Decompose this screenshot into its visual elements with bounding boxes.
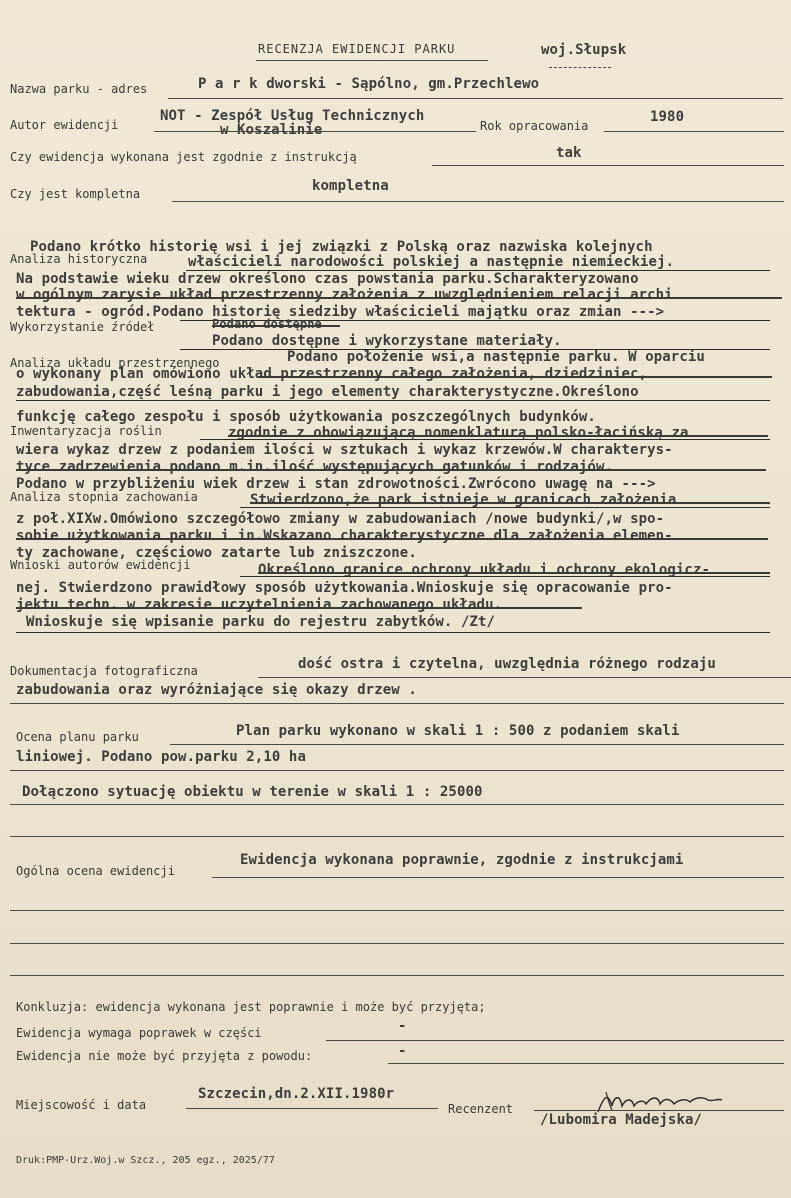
plan-underline-2	[10, 770, 784, 771]
complete-line	[172, 201, 784, 202]
instruction-label: Czy ewidencja wykonana jest zgodnie z instrukcją	[10, 150, 357, 164]
analysis-line-17: z poł.XIXw.Omówiono szczegółowo zmiany w zabudowaniach /nowe budynki/,w spo-	[16, 511, 665, 527]
blank-line	[10, 836, 784, 837]
park-line	[168, 98, 783, 99]
complete-value: kompletna	[312, 178, 389, 194]
overall-line	[212, 877, 784, 878]
blank-line	[10, 975, 784, 976]
sources-label: Wykorzystanie źródeł	[10, 320, 155, 334]
analysis-line-21: nej. Stwierdzono prawidłowy sposób użytkowania.Wnioskuje się opracowanie pro-	[16, 580, 673, 596]
plan-line-3: Dołączono sytuację obiektu w terenie w skali 1 : 25000	[22, 784, 483, 800]
plants-line	[200, 439, 770, 440]
conclusion-value-3: -	[398, 1043, 407, 1059]
overall-value: Ewidencja wykonana poprawnie, zgodnie z instrukcjami	[240, 852, 684, 868]
blank-line	[10, 943, 784, 944]
conclusion-underline-3	[388, 1063, 784, 1064]
print-info: Druk:PMP-Urz.Woj.w Szcz., 205 egz., 2025/77	[16, 1155, 275, 1166]
photo-underline-1	[258, 677, 791, 678]
reviewer-name: /Lubomira Madejska/	[540, 1112, 703, 1128]
analysis-line-14: tyce zadrzewienia podano m.in.ilość występujących gatunków i rodzajów.	[16, 459, 614, 475]
instruction-value: tak	[556, 145, 582, 161]
plan-line-2: liniowej. Podano pow.parku 2,10 ha	[16, 749, 306, 765]
strike-line	[16, 469, 766, 471]
analysis-line-6: Podano dostępne	[212, 317, 322, 331]
analysis-line-16: Stwierdzono,że park istnieje w granicach założenia	[250, 492, 677, 508]
place-label: Miejscowość i data	[16, 1098, 147, 1112]
plan-underline-3	[10, 804, 784, 805]
analysis-line-11: funkcję całego zespołu i sposób użytkowania poszczególnych budynków.	[16, 409, 596, 425]
author-value-1: NOT - Zespół Usług Technicznych	[160, 108, 425, 124]
analysis-line-9: o wykonany plan omówiono układ przestrzenny całego założenia, dziedziniec,	[16, 366, 648, 382]
strike-line	[16, 538, 768, 540]
document-title: RECENZJA EWIDENCJI PARKU	[258, 42, 456, 56]
place-value: Szczecin,dn.2.XII.1980r	[198, 1086, 395, 1102]
reviewer-label: Recenzent	[448, 1102, 514, 1116]
preservation-label: Analiza stopnia zachowania	[10, 490, 198, 504]
year-line	[604, 131, 784, 132]
title-underline	[256, 60, 488, 61]
park-label: Nazwa parku - adres	[10, 82, 148, 96]
photo-line-1: dość ostra i czytelna, uwzględnia różnego rodzaju	[298, 656, 716, 672]
conclusion-line-1: Konkluzja: ewidencja wykonana jest poprawnie i może być przyjęta;	[16, 1000, 486, 1014]
analysis-line-13: wiera wykaz drzew z podaniem ilości w sztukach i wykaz krzewów.W charakterys-	[16, 442, 673, 458]
author-line	[154, 131, 476, 132]
spatial-analysis-label: Analiza układu przestrzennego	[10, 356, 220, 370]
plan-line-1: Plan parku wykonano w skali 1 : 500 z podaniem skali	[236, 723, 680, 739]
strike-line	[258, 376, 772, 378]
strike-line	[16, 297, 782, 299]
author-label: Autor ewidencji	[10, 118, 119, 132]
reviewer-line	[534, 1110, 784, 1111]
analysis-end-line	[16, 632, 770, 633]
author-value-2: w Koszalinie	[220, 122, 323, 138]
plants-label: Inwentaryzacja roślin	[10, 424, 162, 438]
strike-line	[228, 435, 768, 437]
conclusion-underline-2	[326, 1040, 784, 1041]
conclusion-line-2: Ewidencja wymaga poprawek w części	[16, 1026, 262, 1040]
strike-line	[16, 607, 582, 609]
preservation-line	[240, 507, 770, 508]
analysis-line-4: w ogólnym zarysie układ przestrzenny założenia z uwzględnieniem relacji archi	[16, 287, 673, 303]
place-line	[186, 1108, 438, 1109]
park-value: P a r k dworski - Sąpólno, gm.Przechlewo	[198, 76, 540, 92]
complete-label: Czy jest kompletna	[10, 187, 141, 201]
photo-underline-2	[10, 703, 784, 704]
analysis-line-22: jektu techn. w zakresie uczytelnienia zachowanego układu.	[16, 597, 503, 613]
region-underline	[549, 67, 611, 68]
plan-underline-1	[170, 744, 784, 745]
photo-label: Dokumentacja fotograficzna	[10, 664, 198, 678]
analysis-line-23: Wnioskuje się wpisanie parku do rejestru zabytków. /Zt/	[26, 614, 496, 630]
analysis-line-5: tektura - ogród.Podano historię siedziby właścicieli majątku oraz zmian --->	[16, 304, 665, 320]
year-label: Rok opracowania	[480, 119, 589, 133]
analysis-line-1: Podano krótko historię wsi i jej związki z Polską oraz nazwiska kolejnych	[30, 239, 653, 255]
overall-label: Ogólna ocena ewidencji	[16, 864, 175, 878]
historical-analysis-label: Analiza historyczna	[10, 252, 148, 266]
analysis-line-8: Podano położenie wsi,a następnie parku. W oparciu	[287, 349, 705, 365]
analysis-line-10: zabudowania,część leśną parku i jego elementy charakterystyczne.Określono	[16, 384, 639, 400]
year-value: 1980	[650, 109, 685, 125]
conclusions-label: Wnioski autorów ewidencji	[10, 558, 191, 572]
blank-line	[10, 910, 784, 911]
strike-line	[250, 502, 770, 504]
conclusion-value-2: -	[398, 1018, 407, 1034]
analysis-line-12: zgodnie z obowiązującą nomenklaturą polsko-łacińską za	[228, 425, 689, 441]
analysis-line-2: właścicieli narodowości polskiej a następnie niemieckiej.	[188, 254, 675, 270]
analysis-line-18: sobie użytkowania parku i in.Wskazano charakterystyczne dla założenia elemen-	[16, 528, 673, 544]
conclusions-line	[240, 576, 770, 577]
strike-line	[258, 572, 770, 574]
plan-label: Ocena planu parku	[16, 730, 139, 744]
conclusion-line-3: Ewidencja nie może być przyjęta z powodu:	[16, 1049, 313, 1063]
instruction-line	[432, 165, 784, 166]
analysis-line-20: Określono granice ochrony układu i ochrony ekologicz-	[258, 562, 711, 578]
analysis-line-3: Na podstawie wieku drzew określono czas powstania parku.Scharakteryzowano	[16, 271, 639, 287]
analysis-line-15: Podano w przybliżeniu wiek drzew i stan zdrowotności.Zwrócono uwagę na --->	[16, 476, 656, 492]
region-stamp: woj.Słupsk	[541, 42, 627, 58]
analysis-line-19: ty zachowane, częściowo zatarte lub zniszczone.	[16, 545, 417, 561]
analysis-line-7: Podano dostępne i wykorzystane materiały.	[212, 333, 562, 349]
spatial-line	[16, 400, 770, 401]
photo-line-2: zabudowania oraz wyróżniające się okazy drzew .	[16, 682, 417, 698]
strike-line	[212, 325, 340, 327]
